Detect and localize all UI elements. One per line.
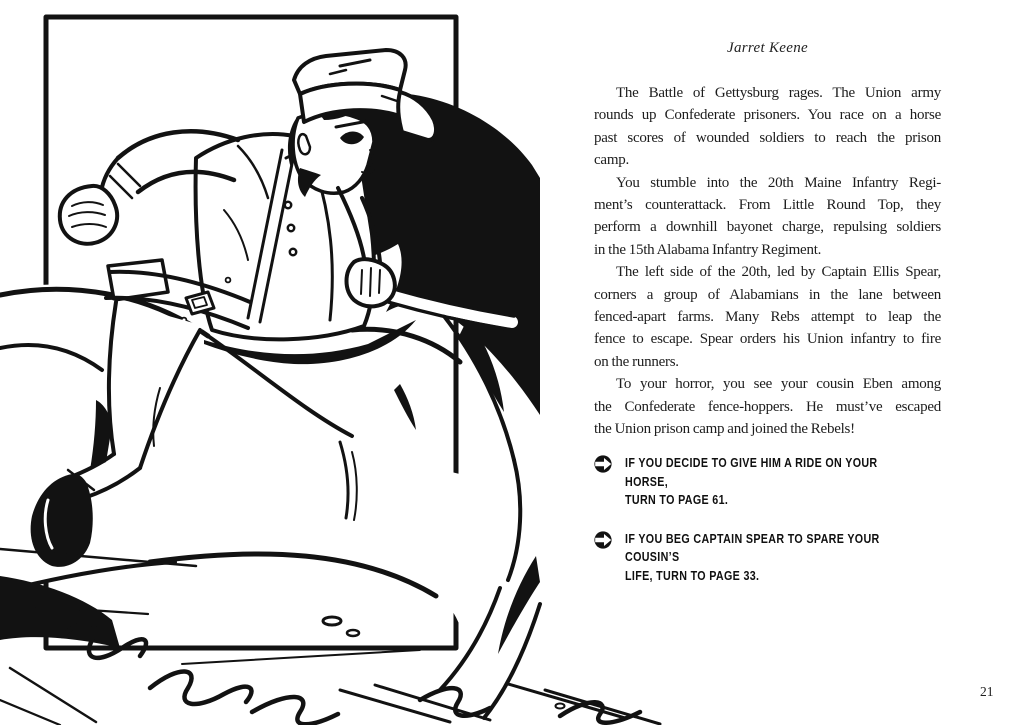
ground — [0, 549, 660, 725]
arrow-circle-icon — [594, 455, 612, 473]
choice-text-line: IF YOU DECIDE TO GIVE HIM A RIDE ON YOUR HORSE, — [625, 456, 878, 489]
body-text-line: camp. — [594, 152, 629, 169]
choices-list — [594, 454, 941, 605]
choice-text-line: IF YOU BEG CAPTAIN SPEAR TO SPARE YOUR COUSIN’S — [625, 531, 880, 564]
body-text-line: perform a downhill bayonet charge, repulsing soldiers — [594, 219, 941, 236]
body-text-line: on the runners. — [594, 353, 679, 370]
running-header: Jarret Keene — [727, 40, 808, 56]
body-text-line: fence to escape. Spear orders his Union infantry to fire — [594, 331, 941, 348]
right-page — [594, 40, 941, 720]
body-text-line: You stumble into the 20th Maine Infantry Regi- — [616, 174, 941, 191]
choice-text-line: LIFE, TURN TO PAGE 33. — [625, 568, 760, 583]
body-text-line: in the 15th Alabama Infantry Regiment. — [594, 241, 822, 258]
choice-option-1[interactable] — [594, 454, 941, 510]
choice-text — [625, 530, 894, 586]
body-text-line: ment’s counterattack. From Little Round Top, they — [594, 197, 941, 214]
body-paragraph — [594, 172, 941, 262]
body-text — [594, 82, 941, 441]
choice-text — [625, 454, 894, 510]
arrow-circle-icon — [594, 531, 612, 549]
body-text-line: corners a group of Alabamians in the lane between — [594, 286, 941, 303]
body-text-line: the Confederate fence-hoppers. He must’ve escaped — [594, 398, 941, 415]
body-text-line: The left side of the 20th, led by Captain Ellis Spear, — [616, 264, 941, 281]
body-text-line: past scores of wounded soldiers to reach the prison — [594, 129, 941, 146]
body-text-line: fenced-apart farms. Many Rebs attempt to leap the — [594, 309, 941, 326]
page-number: 21 — [980, 684, 994, 699]
body-text-line: The Battle of Gettysburg rages. The Union army — [616, 85, 941, 101]
body-text-line: the Union prison camp and joined the Rebels! — [594, 421, 855, 438]
body-text-line: rounds up Confederate prisoners. You race on a horse — [594, 107, 941, 124]
choice-option-2[interactable] — [594, 530, 941, 586]
body-text-line: To your horror, you see your cousin Eben among — [616, 376, 941, 393]
body-paragraph — [594, 261, 941, 373]
body-paragraph — [594, 373, 941, 440]
choice-text-line: TURN TO PAGE 61. — [625, 493, 729, 507]
body-paragraph — [594, 82, 941, 172]
grass-scribbles — [62, 623, 640, 724]
